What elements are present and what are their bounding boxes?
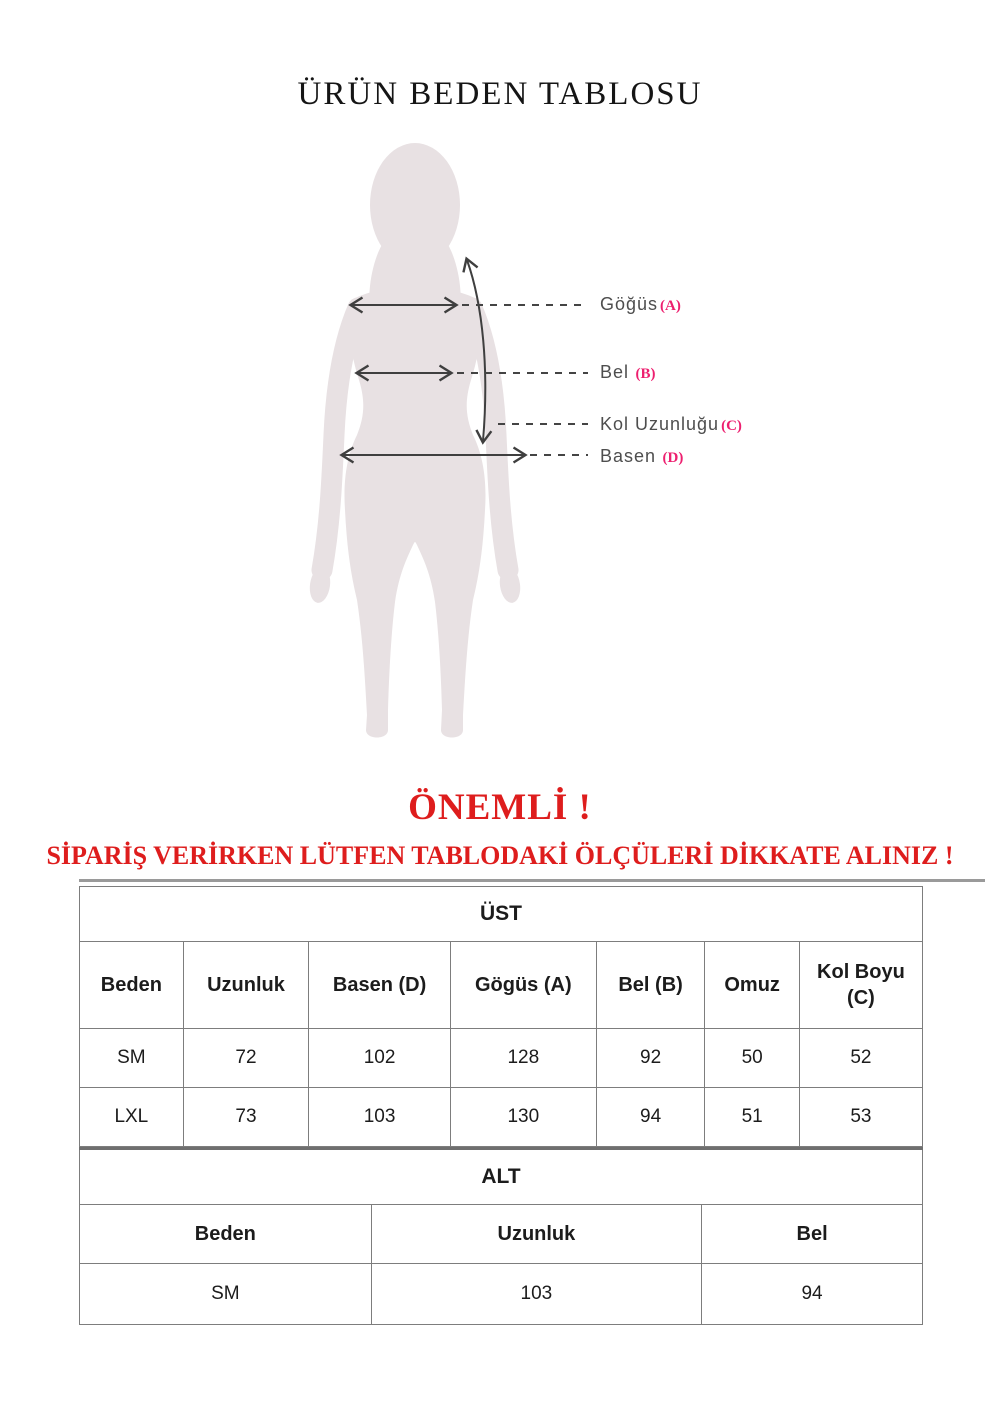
page-title: ÜRÜN BEDEN TABLOSU xyxy=(297,76,703,112)
value-cell: 102 xyxy=(309,1029,451,1088)
measurement-label-text: Basen xyxy=(600,446,657,466)
column-header: Gögüs (A) xyxy=(450,942,596,1029)
value-cell: 94 xyxy=(702,1264,923,1325)
body-silhouette xyxy=(308,143,523,738)
value-cell: 72 xyxy=(183,1029,309,1088)
value-cell: 92 xyxy=(596,1029,705,1088)
value-cell: 50 xyxy=(705,1029,799,1088)
upper-size-table xyxy=(79,886,923,1147)
value-cell: 130 xyxy=(450,1088,596,1147)
size-cell: SM xyxy=(80,1029,184,1088)
measurement-label-basen xyxy=(600,446,683,467)
warning-headline: ÖNEMLİ ! xyxy=(408,787,592,828)
size-cell: SM xyxy=(80,1264,372,1325)
value-cell: 51 xyxy=(705,1088,799,1147)
measurement-label-bel xyxy=(600,362,655,383)
column-header: Uzunluk xyxy=(371,1205,701,1264)
section-header-alt: ALT xyxy=(80,1149,923,1205)
column-header: Beden xyxy=(80,942,184,1029)
size-cell: LXL xyxy=(80,1088,184,1147)
lower-size-table xyxy=(79,1147,923,1325)
measurement-label-text: Bel xyxy=(600,362,630,382)
column-header: Beden xyxy=(80,1205,372,1264)
value-cell: 128 xyxy=(450,1029,596,1088)
measurement-label-kol-uzunlugu xyxy=(600,414,742,435)
value-cell: 94 xyxy=(596,1088,705,1147)
section-header-ust: ÜST xyxy=(80,887,923,942)
measurement-label-text: Kol Uzunluğu xyxy=(600,414,720,434)
value-cell: 103 xyxy=(309,1088,451,1147)
column-header: Uzunluk xyxy=(183,942,309,1029)
value-cell: 53 xyxy=(799,1088,922,1147)
column-header: Basen (D) xyxy=(309,942,451,1029)
table-row xyxy=(80,1088,923,1147)
column-header: Bel (B) xyxy=(596,942,705,1029)
value-cell: 52 xyxy=(799,1029,922,1088)
column-header: Kol Boyu (C) xyxy=(799,942,922,1029)
table-row xyxy=(80,1029,923,1088)
column-header: Bel xyxy=(702,1205,923,1264)
column-header: Omuz xyxy=(705,942,799,1029)
measurement-letter: (C) xyxy=(721,418,742,434)
measurement-letter: (A) xyxy=(660,298,681,314)
measurement-label-gogus xyxy=(600,294,681,315)
warning-subline: SİPARİŞ VERİRKEN LÜTFEN TABLODAKİ ÖLÇÜLERİ DİKKATE ALINIZ ! xyxy=(46,841,954,870)
measurement-letter: (D) xyxy=(662,450,684,466)
value-cell: 103 xyxy=(371,1264,701,1325)
measurement-letter: (B) xyxy=(635,366,656,382)
measurement-label-text: Göğüs xyxy=(600,294,659,314)
value-cell: 73 xyxy=(183,1088,309,1147)
table-row xyxy=(80,1264,923,1325)
table-top-rule xyxy=(79,879,985,882)
size-tables xyxy=(79,886,923,1325)
